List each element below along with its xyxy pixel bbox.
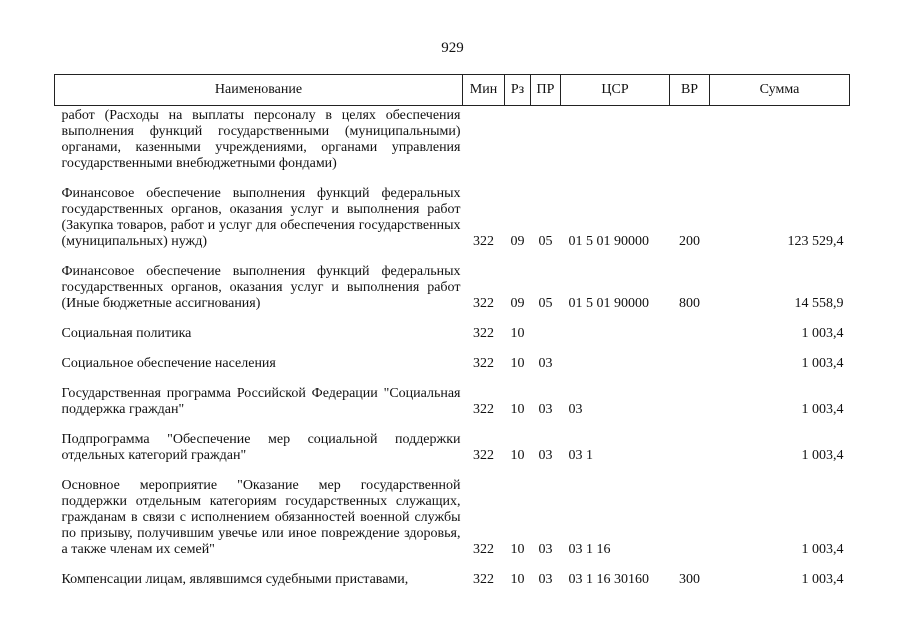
row-rz: 10 xyxy=(510,356,525,371)
row-csr xyxy=(561,356,670,372)
row-vr xyxy=(670,106,710,173)
row-name: Компенсации лицам, являвшимся судебными приставами, xyxy=(61,572,409,587)
row-rz: 10 xyxy=(510,542,525,557)
table-row xyxy=(55,264,850,312)
row-csr xyxy=(561,106,670,173)
row-sum: 123 529,4 xyxy=(787,234,844,249)
row-vr: 300 xyxy=(679,572,700,587)
row-pr: 03 xyxy=(538,572,553,587)
row-min: 322 xyxy=(473,326,494,341)
row-pr: 03 xyxy=(538,448,553,463)
row-csr: 03 xyxy=(568,402,583,417)
row-sum xyxy=(710,106,850,173)
row-vr xyxy=(670,432,710,464)
table-header-row xyxy=(55,75,850,106)
row-name: Основное мероприятие "Оказание мер государственной поддержки отдельным категориям государственных служащих, гражданам в связи с исполнением обязанностей военной службы по призыву, получившим увечье или иное повреждение здоровья, а также членам их семей" xyxy=(61,478,461,557)
row-sum: 1 003,4 xyxy=(801,572,844,587)
row-pr: 03 xyxy=(538,542,553,557)
row-min: 322 xyxy=(473,448,494,463)
table-row xyxy=(55,356,850,372)
row-vr xyxy=(670,326,710,342)
header-csr: ЦСР xyxy=(561,75,670,106)
header-pr: ПР xyxy=(531,75,561,106)
row-pr: 05 xyxy=(538,234,553,249)
header-min: Мин xyxy=(463,75,505,106)
row-name: Финансовое обеспечение выполнения функций федеральных государственных органов, оказания услуг и выполнения работ (Иные бюджетные ассигнования) xyxy=(61,264,461,311)
row-pr: 03 xyxy=(538,356,553,371)
table-row xyxy=(55,186,850,250)
budget-table xyxy=(54,74,850,588)
row-csr xyxy=(561,326,670,342)
row-pr xyxy=(531,326,561,342)
row-rz: 10 xyxy=(510,448,525,463)
row-pr: 05 xyxy=(538,296,553,311)
table-row xyxy=(55,478,850,558)
row-min: 322 xyxy=(473,402,494,417)
row-sum: 1 003,4 xyxy=(801,402,844,417)
table-row xyxy=(55,386,850,418)
row-pr: 03 xyxy=(538,402,553,417)
row-sum: 1 003,4 xyxy=(801,326,844,341)
row-vr xyxy=(670,386,710,418)
row-csr: 03 1 16 xyxy=(568,542,611,557)
table-row xyxy=(55,106,850,173)
table-row xyxy=(55,572,850,588)
row-name: Финансовое обеспечение выполнения функций федеральных государственных органов, оказания услуг и выполнения работ (Закупка товаров, работ и услуг для обеспечения государственных (муниципальных) нужд) xyxy=(61,186,461,249)
row-min: 322 xyxy=(473,296,494,311)
row-rz xyxy=(505,106,531,173)
table-row xyxy=(55,326,850,342)
row-pr xyxy=(531,106,561,173)
row-csr: 01 5 01 90000 xyxy=(568,296,649,311)
row-min: 322 xyxy=(473,572,494,587)
row-rz: 09 xyxy=(510,234,525,249)
row-min: 322 xyxy=(473,234,494,249)
row-sum: 1 003,4 xyxy=(801,542,844,557)
row-vr xyxy=(670,356,710,372)
row-min: 322 xyxy=(473,356,494,371)
row-name: Подпрограмма "Обеспечение мер социальной поддержки отдельных категорий граждан" xyxy=(61,432,461,463)
row-rz: 10 xyxy=(510,326,525,341)
header-sum: Сумма xyxy=(710,75,850,106)
row-name: работ (Расходы на выплаты персоналу в целях обеспечения выполнения функций государственными (муниципальными) органами, казенными учреждениями, органами управления государственными внебюджетными фондами) xyxy=(61,108,461,171)
row-sum: 14 558,9 xyxy=(794,296,844,311)
row-csr: 03 1 16 30160 xyxy=(568,572,649,587)
row-rz: 09 xyxy=(510,296,525,311)
row-name: Социальное обеспечение населения xyxy=(61,356,276,371)
row-csr: 01 5 01 90000 xyxy=(568,234,649,249)
row-vr: 200 xyxy=(679,234,700,249)
row-rz: 10 xyxy=(510,402,525,417)
row-csr: 03 1 xyxy=(568,448,593,463)
header-vr: ВР xyxy=(670,75,710,106)
page-number: 929 xyxy=(441,40,464,56)
row-name: Государственная программа Российской Федерации "Социальная поддержка граждан" xyxy=(61,386,461,417)
row-sum: 1 003,4 xyxy=(801,448,844,463)
row-rz: 10 xyxy=(510,572,525,587)
row-sum: 1 003,4 xyxy=(801,356,844,371)
header-name: Наименование xyxy=(55,75,463,106)
row-vr: 800 xyxy=(679,296,700,311)
row-name: Социальная политика xyxy=(61,326,192,341)
row-vr xyxy=(670,478,710,558)
row-min xyxy=(463,106,505,173)
table-row xyxy=(55,432,850,464)
row-min: 322 xyxy=(473,542,494,557)
header-rz: Рз xyxy=(505,75,531,106)
